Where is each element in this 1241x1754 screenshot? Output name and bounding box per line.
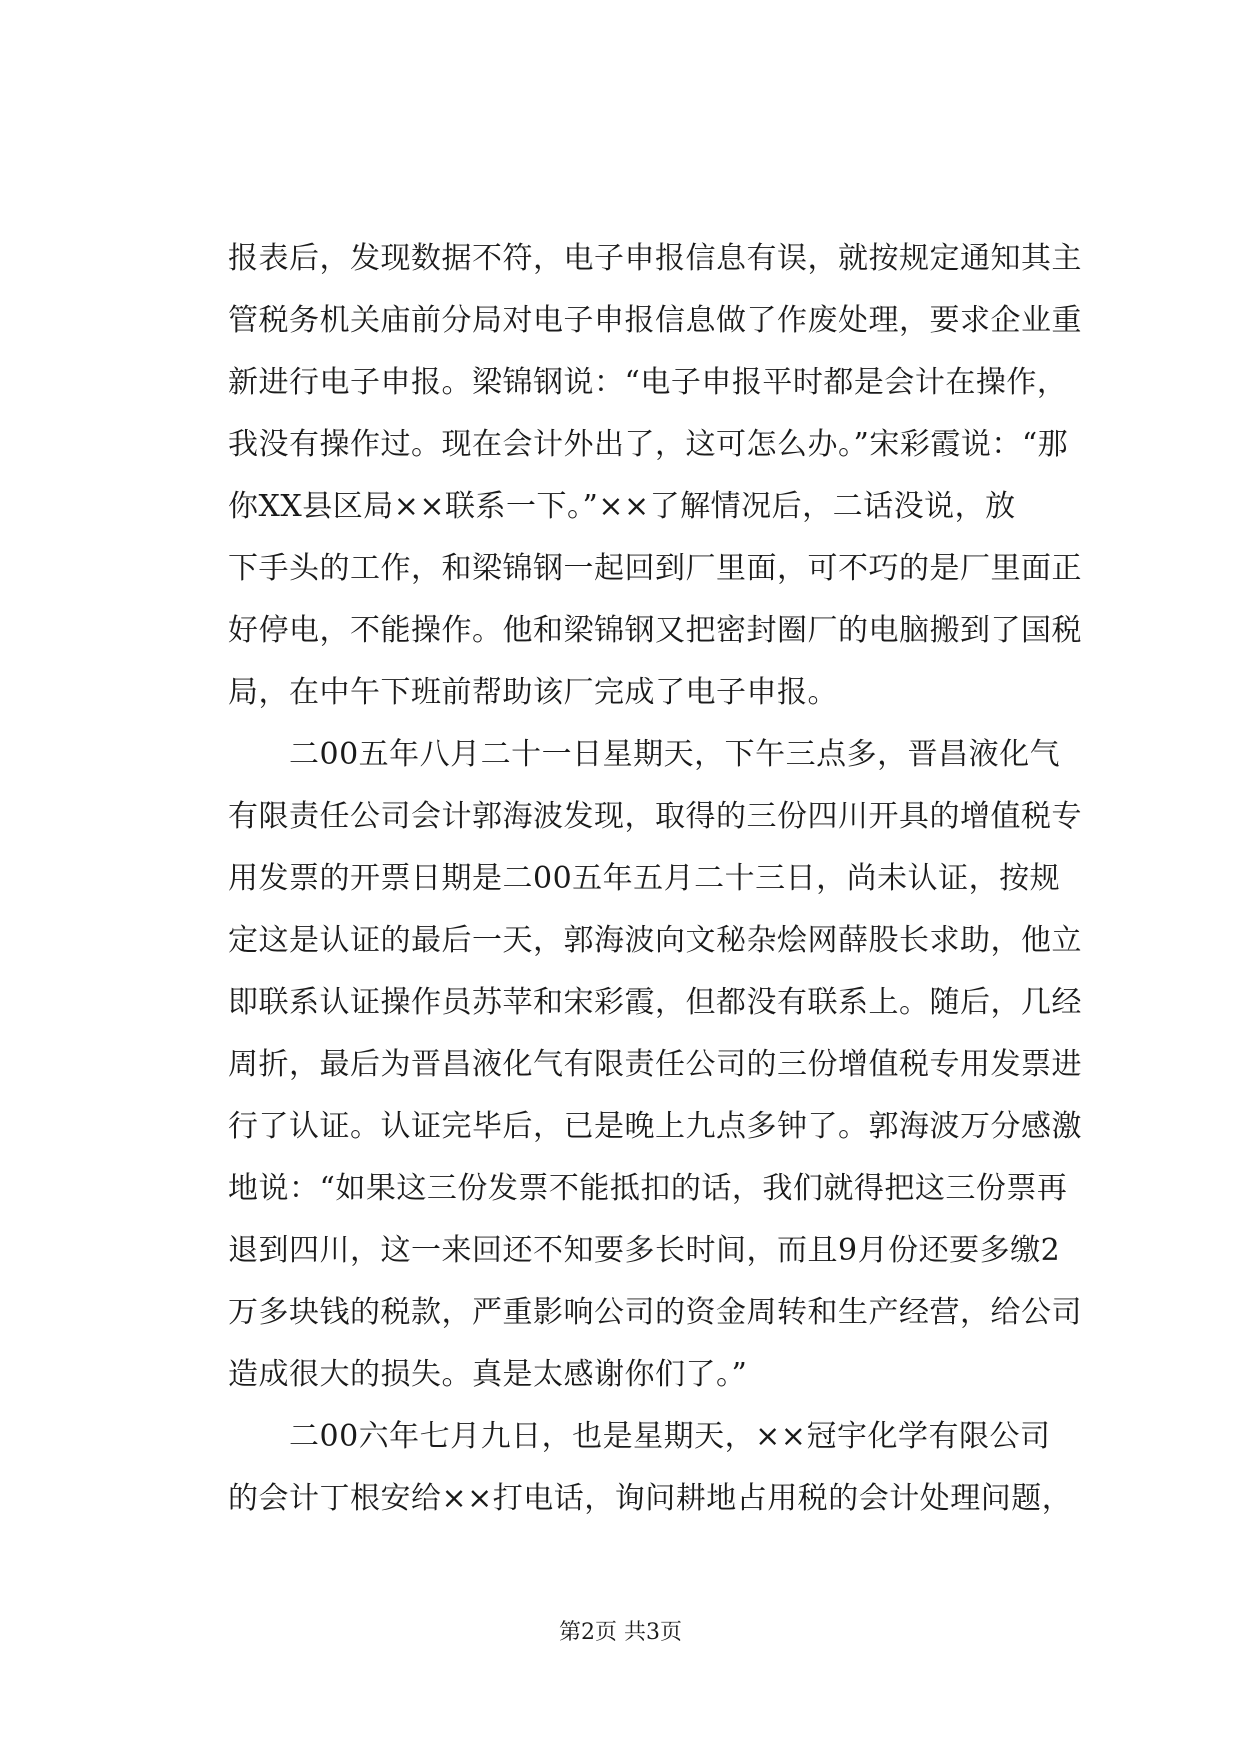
text-line: 报表后，发现数据不符，电子申报信息有误，就按规定通知其主: [228, 241, 1082, 276]
text-line: 退到四川，这一来回还不知要多长时间，而且9月份还要多缴2: [228, 1233, 1061, 1268]
text-line: 造成很大的损失。真是太感谢你们了。”: [228, 1357, 748, 1392]
text-line: 的会计丁根安给××打电话，询问耕地占用税的会计处理问题，: [228, 1481, 1073, 1516]
text-line: 周折，最后为晋昌液化气有限责任公司的三份增值税专用发票进: [228, 1047, 1082, 1082]
text-line: 好停电，不能操作。他和梁锦钢又把密封圈厂的电脑搬到了国税: [228, 613, 1082, 648]
text-line: 管税务机关庙前分局对电子申报信息做了作废处理，要求企业重: [228, 303, 1082, 338]
text-line: 局，在中午下班前帮助该厂完成了电子申报。: [228, 675, 838, 710]
text-line: 二00六年七月九日，也是星期天，××冠宇化学有限公司: [228, 1419, 1051, 1454]
text-line: 你XX县区局××联系一下。”××了解情况后，二话没说，放: [228, 489, 1016, 524]
text-line: 即联系认证操作员苏苹和宋彩霞，但都没有联系上。随后，几经: [228, 985, 1082, 1020]
text-line: 万多块钱的税款，严重影响公司的资金周转和生产经营，给公司: [228, 1295, 1082, 1330]
text-line: 定这是认证的最后一天，郭海波向文秘杂烩网薛股长求助，他立: [228, 923, 1082, 958]
text-line: 二00五年八月二十一日星期天，下午三点多，晋昌液化气: [228, 737, 1061, 772]
text-line: 我没有操作过。现在会计外出了，这可怎么办。”宋彩霞说：“那: [228, 427, 1069, 462]
page-number-footer: 第2页 共3页: [559, 1620, 682, 1645]
text-line: 有限责任公司会计郭海波发现，取得的三份四川开具的增值税专: [228, 799, 1082, 834]
text-line: 行了认证。认证完毕后，已是晚上九点多钟了。郭海波万分感激: [228, 1109, 1082, 1144]
text-line: 下手头的工作，和梁锦钢一起回到厂里面，可不巧的是厂里面正: [228, 551, 1082, 586]
text-line: 用发票的开票日期是二00五年五月二十三日，尚未认证，按规: [228, 861, 1061, 896]
body-text: [228, 228, 1088, 1530]
text-line: 新进行电子申报。梁锦钢说：“电子申报平时都是会计在操作，: [228, 365, 1068, 400]
text-line: 地说：“如果这三份发票不能抵扣的话，我们就得把这三份票再: [228, 1171, 1068, 1206]
